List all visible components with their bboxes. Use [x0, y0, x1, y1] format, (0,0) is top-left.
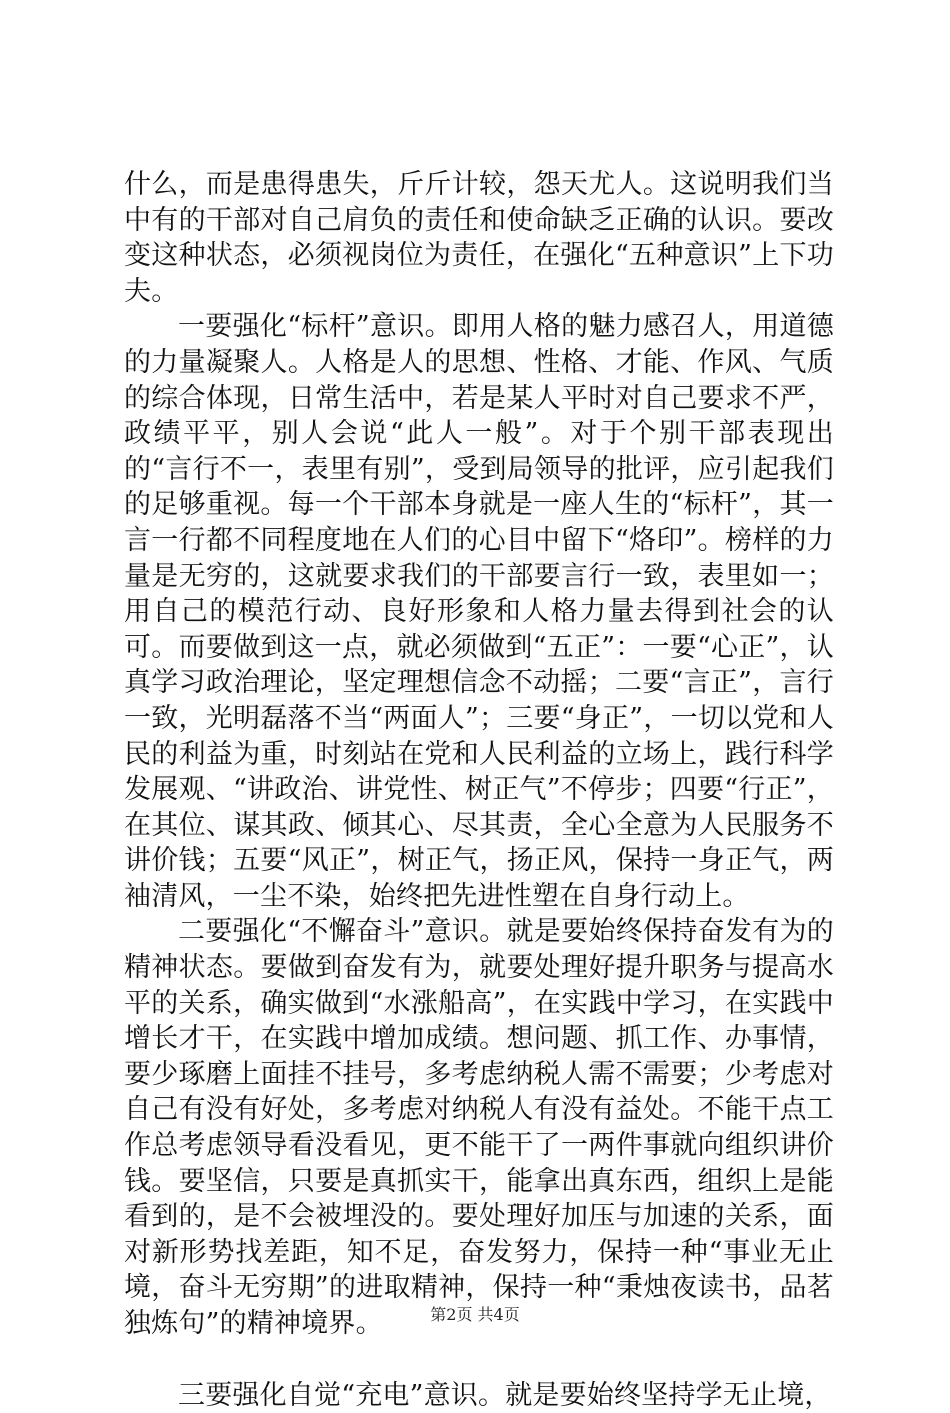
paragraph-recharge-awareness: 三要强化自觉“充电”意识。就是要始终坚持学无止境， [178, 1379, 832, 1411]
body-text [124, 167, 834, 1413]
paragraph-striving-awareness: 二要强化“不懈奋斗”意识。就是要始终保持奋发有为的精神状态。要做到奋发有为，就要处理好提升职务与提高水平的关系，确实做到“水涨船高”，在实践中学习，在实践中增长才干，在实践中增加成绩。想问题、抓工作、办事情，要少琢磨上面挂不挂号，多考虑纳税人需不需要；少考虑对自己有没有好处，多考虑对纳税人有没有益处。不能干点工作总考虑领导看没看见，更不能干了一两件事就向组织讲价钱。要坚信，只要是真抓实干，能拿出真东西，组织上是能看到的，是不会被埋没的。要处理好加压与加速的关系，面对新形势找差距，知不足，奋发努力，保持一种“事业无止境，奋斗无穷期”的进取精神，保持一种“秉烛夜读书，品茗独炼句”的精神境界。 [124, 916, 834, 1339]
paragraph-continuation: 什么，而是患得患失，斤斤计较，怨天尤人。这说明我们当中有的干部对自己肩负的责任和使命缺乏正确的认识。要改变这种状态，必须视岗位为责任，在强化“五种意识”上下功夫。 [124, 169, 834, 307]
page-footer: 第2页 共4页 [430, 1305, 520, 1324]
paragraph-benchmark-awareness: 一要强化“标杆”意识。即用人格的魅力感召人，用道德的力量凝聚人。人格是人的思想、性格、才能、作风、气质的综合体现，日常生活中，若是某人平时对自己要求不严，政绩平平，别人会说“此人一般”。对于个别干部表现出的“言行不一，表里有别”，受到局领导的批评，应引起我们的足够重视。每一个干部本身就是一座人生的“标杆”，其一言一行都不同程度地在人们的心目中留下“烙印”。榜样的力量是无穷的，这就要求我们的干部要言行一致，表里如一；用自己的模范行动、良好形象和人格力量去得到社会的认可。而要做到这一点，就必须做到“五正”：一要“心正”，认真学习政治理论，坚定理想信念不动摇；二要“言正”，言行一致，光明磊落不当“两面人”；三要“身正”，一切以党和人民的利益为重，时刻站在党和人民利益的立场上，践行科学发展观、“讲政治、讲党性、树正气”不停步；四要“行正”，在其位、谋其政、倾其心、尽其责，全心全意为人民服务不讲价钱；五要“风正”，树正气，扬正风，保持一身正气，两袖清风，一尘不染，始终把先进性塑在自身行动上。 [124, 311, 834, 912]
